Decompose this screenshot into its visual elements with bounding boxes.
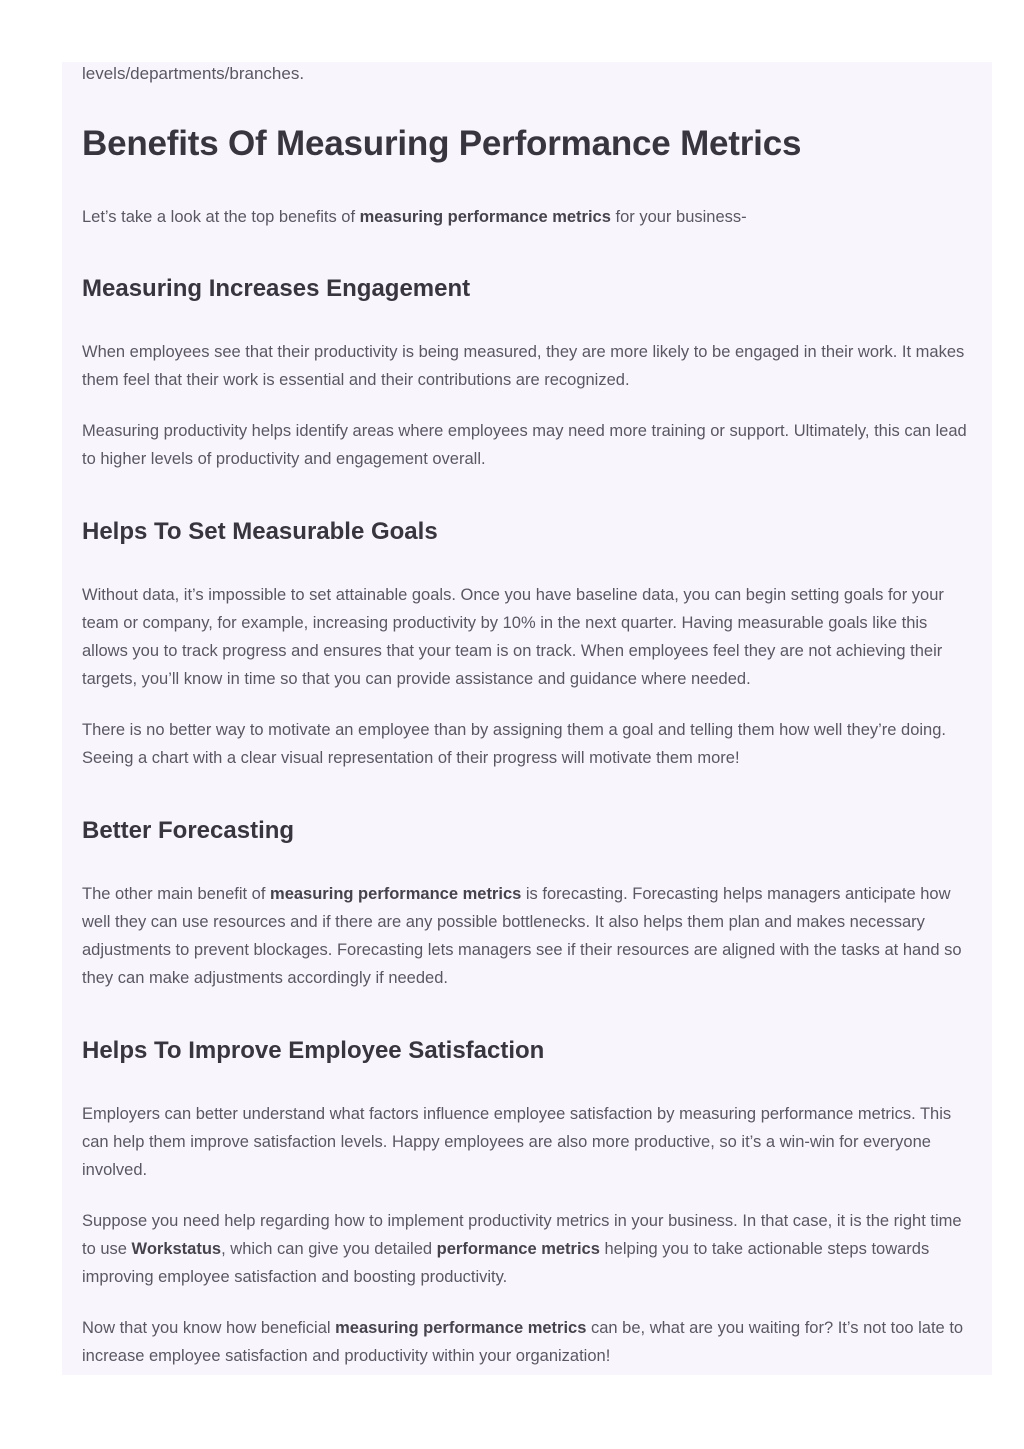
- satisfaction-paragraph-2: [82, 1207, 972, 1291]
- engagement-paragraph-1: When employees see that their productivity is being measured, they are more likely to be engaged in their work. It makes them feel that their work is essential and their contributions are recognized.: [82, 343, 965, 389]
- intro-text-end: for your business-: [610, 208, 747, 226]
- goals-paragraph-1: Without data, it’s impossible to set attainable goals. Once you have baseline data, you can begin setting goals for your team or company, for example, increasing productivity by 10% in the next quarter. Having measurable goals like this allows you to track progress and ensures that your team is on track. When employees feel they are not achieving their targets, you’ll know in time so that you can provide assistance and guidance where needed.: [82, 586, 944, 688]
- intro-paragraph: [82, 203, 972, 231]
- satisfaction-text-b: , which can give you detailed: [221, 1240, 437, 1258]
- article-body: [62, 62, 992, 1375]
- section-heading-engagement: Measuring Increases Engagement: [82, 275, 471, 302]
- forecasting-bold: measuring performance metrics: [270, 885, 522, 903]
- closing-text-b: can be, what are you waiting for? It’s not too late to increase employee satisfaction and productivity within your organization!: [82, 1319, 964, 1365]
- goals-paragraph-2: There is no better way to motivate an employee than by assigning them a goal and telling them how well they’re doing. Seeing a chart with a clear visual representation of their progress will motivate them more!: [82, 721, 946, 767]
- closing-bold: measuring performance metrics: [335, 1319, 587, 1337]
- satisfaction-text-c: helping you to take actionable steps towards improving employee satisfaction and boosting productivity.: [82, 1240, 930, 1286]
- engagement-paragraph-2: Measuring productivity helps identify areas where employees may need more training or support. Ultimately, this can lead to higher levels of productivity and engagement overall.: [82, 422, 967, 468]
- workstatus-brand: Workstatus: [131, 1240, 222, 1258]
- section-heading-satisfaction: Helps To Improve Employee Satisfaction: [82, 1037, 545, 1064]
- closing-paragraph: [82, 1314, 972, 1370]
- section-heading-forecasting: Better Forecasting: [82, 817, 295, 844]
- intro-bold: measuring performance metrics: [359, 208, 611, 226]
- forecasting-text-end: is forecasting. Forecasting helps managers anticipate how well they can use resources and if there are any possible bottlenecks. It also helps them plan and makes necessary adjustments to prevent blockages. Forecasting lets managers see if their resources are aligned with the tasks at hand so they can make adjustments accordingly if needed.: [82, 885, 962, 987]
- satisfaction-text-a: Suppose you need help regarding how to implement productivity metrics in your business. In that case, it is the right time to use: [82, 1212, 962, 1258]
- satisfaction-paragraph-1: Employers can better understand what factors influence employee satisfaction by measuring performance metrics. This can help them improve satisfaction levels. Happy employees are also more productive, so it’s a win-win for everyone involved.: [82, 1105, 952, 1179]
- performance-metrics-bold: performance metrics: [436, 1240, 600, 1258]
- section-heading-goals: Helps To Set Measurable Goals: [82, 518, 438, 545]
- closing-text-a: Now that you know how beneficial: [82, 1319, 336, 1337]
- page-title: Benefits Of Measuring Performance Metrics: [82, 124, 802, 163]
- intro-text: Let’s take a look at the top benefits of: [82, 208, 360, 226]
- carryover-text: levels/departments/branches.: [82, 64, 305, 83]
- forecasting-paragraph: [82, 880, 972, 992]
- forecasting-text: The other main benefit of: [82, 885, 271, 903]
